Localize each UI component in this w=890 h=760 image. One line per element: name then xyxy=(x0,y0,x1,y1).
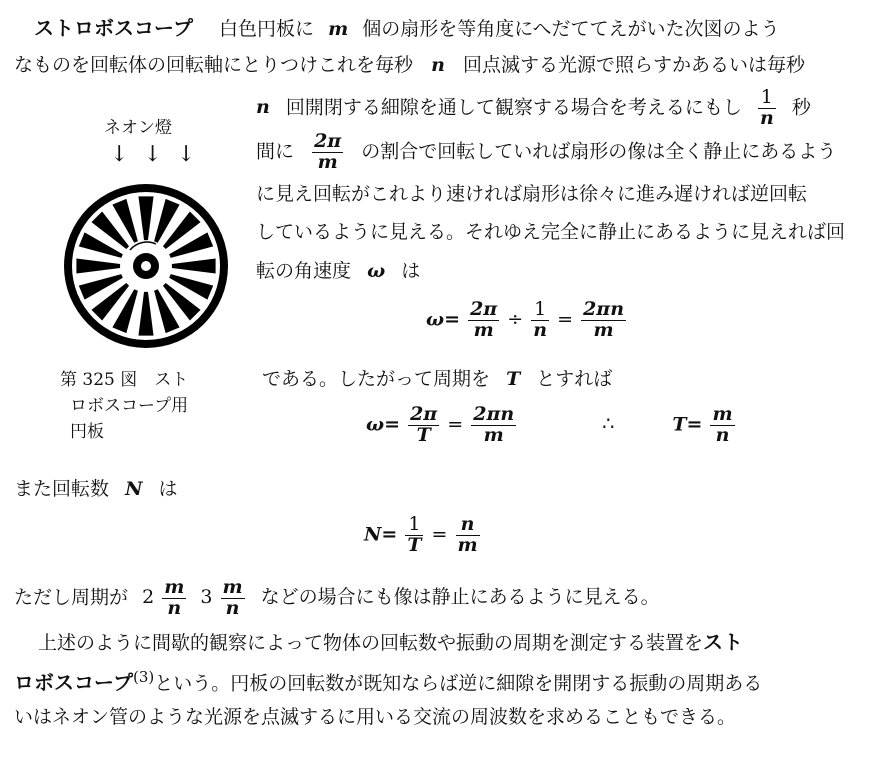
math-var: T xyxy=(506,368,521,390)
reference-mark: (3) xyxy=(133,668,155,686)
fraction-denominator: n xyxy=(221,598,245,619)
fraction-numerator: 1 xyxy=(534,298,547,320)
math-text: ω= xyxy=(426,308,461,331)
heading-stroboscope: ストロボスコープ xyxy=(34,16,193,40)
text-line-13: いはネオン管のような光源を点滅するに用いる交流の周波数を求めることもできる。 xyxy=(14,706,737,728)
fraction-numerator: 2πn xyxy=(473,403,515,425)
text-line-9 xyxy=(14,480,178,499)
fraction-denominator: n xyxy=(710,425,734,446)
fraction-denominator: m xyxy=(457,533,478,556)
fraction xyxy=(312,132,343,173)
text-line-12 xyxy=(14,670,762,693)
fraction xyxy=(221,578,245,619)
math-var: n xyxy=(256,96,270,119)
text-span: なものを回転体の回転軸にとりつけこれを毎秒 xyxy=(14,54,414,76)
math-text: ω= xyxy=(366,413,401,436)
fraction xyxy=(531,300,549,341)
bold-term: スト xyxy=(703,630,744,654)
math-text: T= xyxy=(672,413,703,436)
fraction-numerator: 2π xyxy=(314,130,342,152)
fraction-denominator: T xyxy=(407,533,422,556)
text-span: という。円板の回転数が既知ならば逆に細隙を開閉する振動の周期ある xyxy=(154,672,763,695)
text-span: の割合で回転していれば扇形の像は全く静止にあるよう xyxy=(361,140,837,163)
fraction-denominator: m xyxy=(471,425,516,446)
math-var: N xyxy=(125,478,143,500)
fraction-numerator: m xyxy=(222,576,243,598)
fraction-numerator: 2π xyxy=(470,298,498,320)
math-var: m xyxy=(328,18,349,40)
fraction-numerator: m xyxy=(164,576,185,598)
text-span: 上述のように間歇的観察によって物体の回転数や振動の周期を測定する装置を xyxy=(38,632,704,654)
fraction-numerator: 1 xyxy=(408,513,421,535)
lamp-label: ネオン燈 xyxy=(104,118,172,138)
fraction xyxy=(405,515,423,556)
text-span: などの場合にも像は静止にあるように見える。 xyxy=(260,586,660,609)
equation-3 xyxy=(364,515,482,556)
fraction-denominator: T xyxy=(408,425,439,446)
fraction-denominator: n xyxy=(162,598,186,619)
fraction-numerator: m xyxy=(712,403,733,425)
fraction xyxy=(581,300,626,341)
fraction-denominator: n xyxy=(533,318,548,341)
therefore-symbol: ∴ xyxy=(602,413,615,436)
text-line-10 xyxy=(14,578,660,619)
text-line-3 xyxy=(256,88,811,129)
text-span: 回点滅する光源で照らすかあるいは毎秒 xyxy=(462,54,805,76)
text-line-7 xyxy=(256,262,420,281)
text-span: とすれば xyxy=(536,368,613,390)
text-span: ただし周期が xyxy=(14,586,129,609)
light-arrows-icon: ↓ ↓ ↓ xyxy=(110,142,200,167)
figure-caption-line-3: 円板 xyxy=(70,422,104,442)
text-line-5: に見え回転がこれより速ければ扇形は徐々に進み遅ければ逆回転 xyxy=(256,183,808,205)
equation-1 xyxy=(426,300,628,341)
fraction xyxy=(162,578,186,619)
fraction xyxy=(468,300,499,341)
equation-2 xyxy=(366,405,737,446)
figure-caption-line-1: 第 325 図 スト xyxy=(60,370,189,390)
text-span: 回開閉する細隙を通して観察する場合を考えるにもし xyxy=(285,96,742,119)
fraction-denominator: m xyxy=(312,152,343,173)
text-line-8 xyxy=(262,370,612,389)
text-span: は xyxy=(158,478,178,500)
math-operator: = xyxy=(431,523,448,546)
fraction-denominator: m xyxy=(581,320,626,341)
fraction-numerator: 1 xyxy=(760,86,773,108)
stroboscope-disk xyxy=(60,180,232,352)
math-text: N= xyxy=(364,523,398,546)
math-coef: 3 xyxy=(200,586,213,609)
figure-caption-line-2: ロボスコープ用 xyxy=(70,396,189,416)
text-span: 個の扇形を等角度にへだててえがいた次図のよう xyxy=(362,18,780,40)
text-span: 間に xyxy=(256,140,295,163)
text-line-1 xyxy=(34,18,780,39)
fraction-numerator: 2πn xyxy=(583,298,625,320)
bold-term: ロボスコープ xyxy=(14,670,133,695)
math-operator: = xyxy=(447,413,464,436)
text-span: 秒 xyxy=(791,96,811,119)
fraction xyxy=(471,405,516,446)
math-operator: = xyxy=(557,308,574,331)
math-var: n xyxy=(431,54,445,76)
text-line-11 xyxy=(38,632,743,653)
fraction xyxy=(408,405,439,446)
math-operator: ÷ xyxy=(507,308,524,331)
fraction-denominator: m xyxy=(468,320,499,341)
fraction-numerator: 2π xyxy=(410,403,438,425)
fraction-numerator: n xyxy=(460,513,475,535)
fraction xyxy=(710,405,734,446)
text-span: また回転数 xyxy=(14,478,110,500)
fraction xyxy=(758,88,776,129)
disk-axle-hole xyxy=(141,261,151,271)
text-line-6: しているように見える。それゆえ完全に静止にあるように見えれば回 xyxy=(256,221,846,243)
math-var: ω xyxy=(367,260,386,282)
text-span: 白色円板に xyxy=(219,18,315,40)
text-span: である。したがって周期を xyxy=(262,368,491,390)
math-coef: 2 xyxy=(142,586,155,609)
text-span: 転の角速度 xyxy=(256,260,352,282)
fraction-denominator: n xyxy=(759,106,774,129)
fraction xyxy=(456,515,480,556)
text-line-2 xyxy=(14,56,805,75)
text-span: は xyxy=(401,260,421,282)
text-line-4 xyxy=(256,132,836,173)
